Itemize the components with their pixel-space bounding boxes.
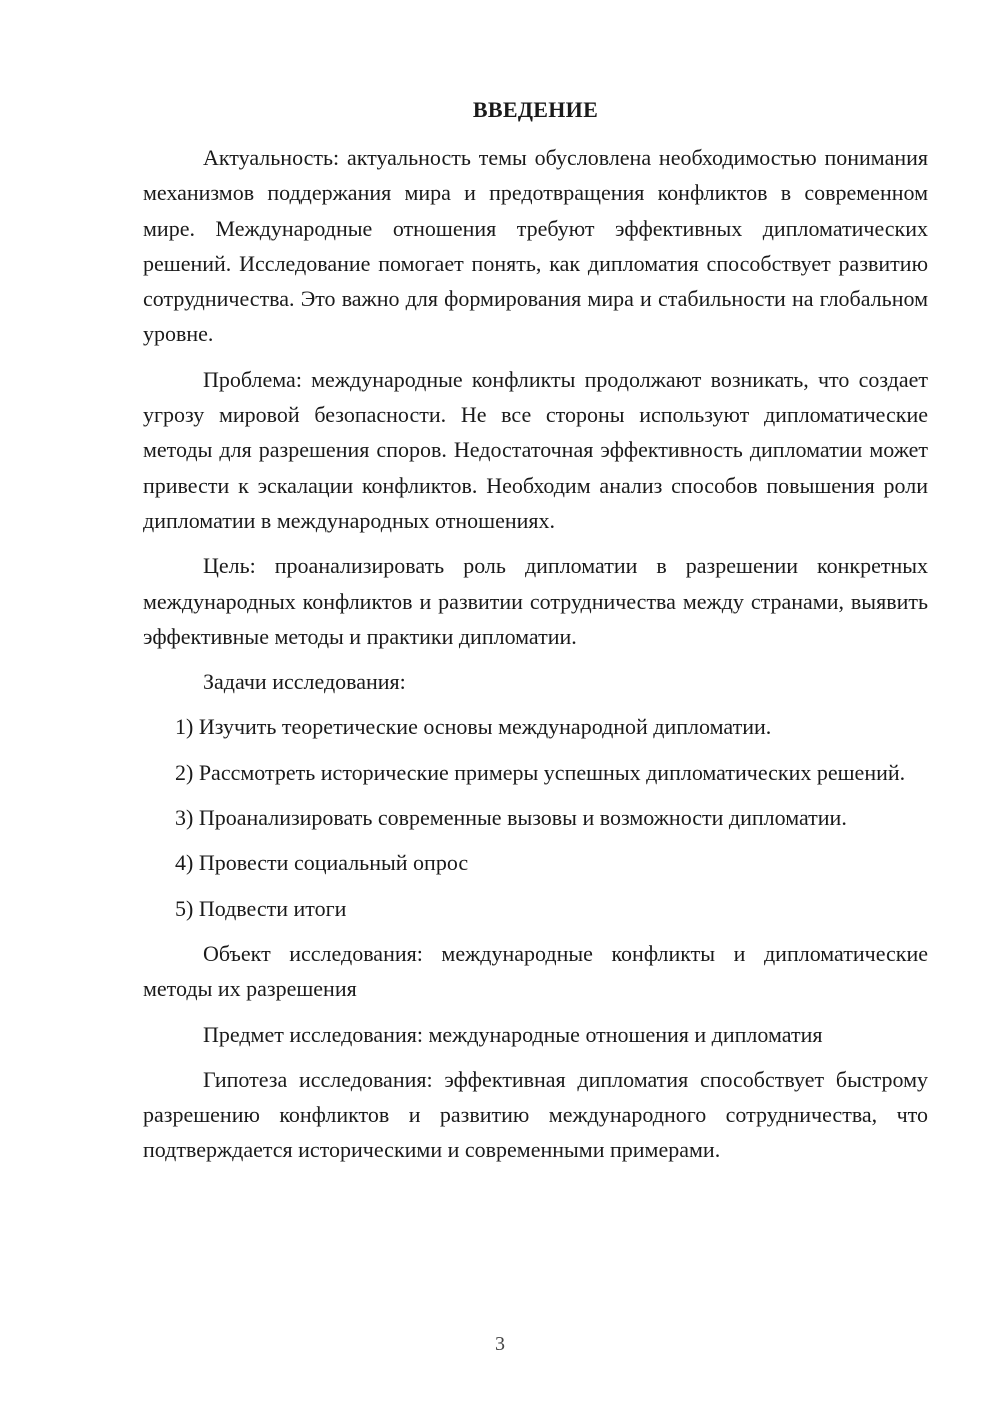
page-number: 3: [495, 1333, 505, 1355]
paragraph-relevance: Актуальность: актуальность темы обусловлена необходимостью понимания механизмов поддержания мира и предотвращения конфликтов в современном мире. Международные отношения требуют эффективных дипломатических решений. Исследование помогает понять, как дипломатия способствует развитию сотрудничества. Это важно для формирования мира и стабильности на глобальном уровне.: [143, 145, 928, 347]
paragraph-goal: Цель: проанализировать роль дипломатии в разрешении конкретных международных конфликтов и развитии сотрудничества между странами, выявить эффективные методы и практики дипломатии.: [143, 553, 928, 649]
paragraph-problem: Проблема: международные конфликты продолжают возникать, что создает угрозу мировой безопасности. Не все стороны используют дипломатические методы для разрешения споров. Недостаточная эффективность дипломатии может привести к эскалации конфликтов. Необходим анализ способов повышения роли дипломатии в международных отношениях.: [143, 366, 928, 533]
paragraph-object: Объект исследования: международные конфликты и дипломатические методы их разрешения: [143, 940, 928, 1002]
task-item-4: 4) Провести социальный опрос: [175, 850, 469, 876]
task-item-2: 2) Рассмотреть исторические примеры успешных дипломатических решений.: [175, 759, 906, 785]
task-item-1: 1) Изучить теоретические основы международной дипломатии.: [175, 714, 772, 740]
paragraph-tasks-heading: Задачи исследования:: [203, 669, 406, 695]
paragraph-hypothesis: Гипотеза исследования: эффективная дипломатия способствует быстрому разрешению конфликтов и развитию международного сотрудничества, что подтверждается историческими и современными примерами.: [143, 1066, 928, 1163]
paragraph-subject: Предмет исследования: международные отношения и дипломатия: [203, 1021, 823, 1047]
document-page: [143, 92, 928, 1178]
task-item-5: 5) Подвести итоги: [175, 895, 347, 921]
task-item-3: 3) Проанализировать современные вызовы и возможности дипломатии.: [175, 805, 847, 831]
section-title: ВВЕДЕНИЕ: [472, 97, 599, 122]
